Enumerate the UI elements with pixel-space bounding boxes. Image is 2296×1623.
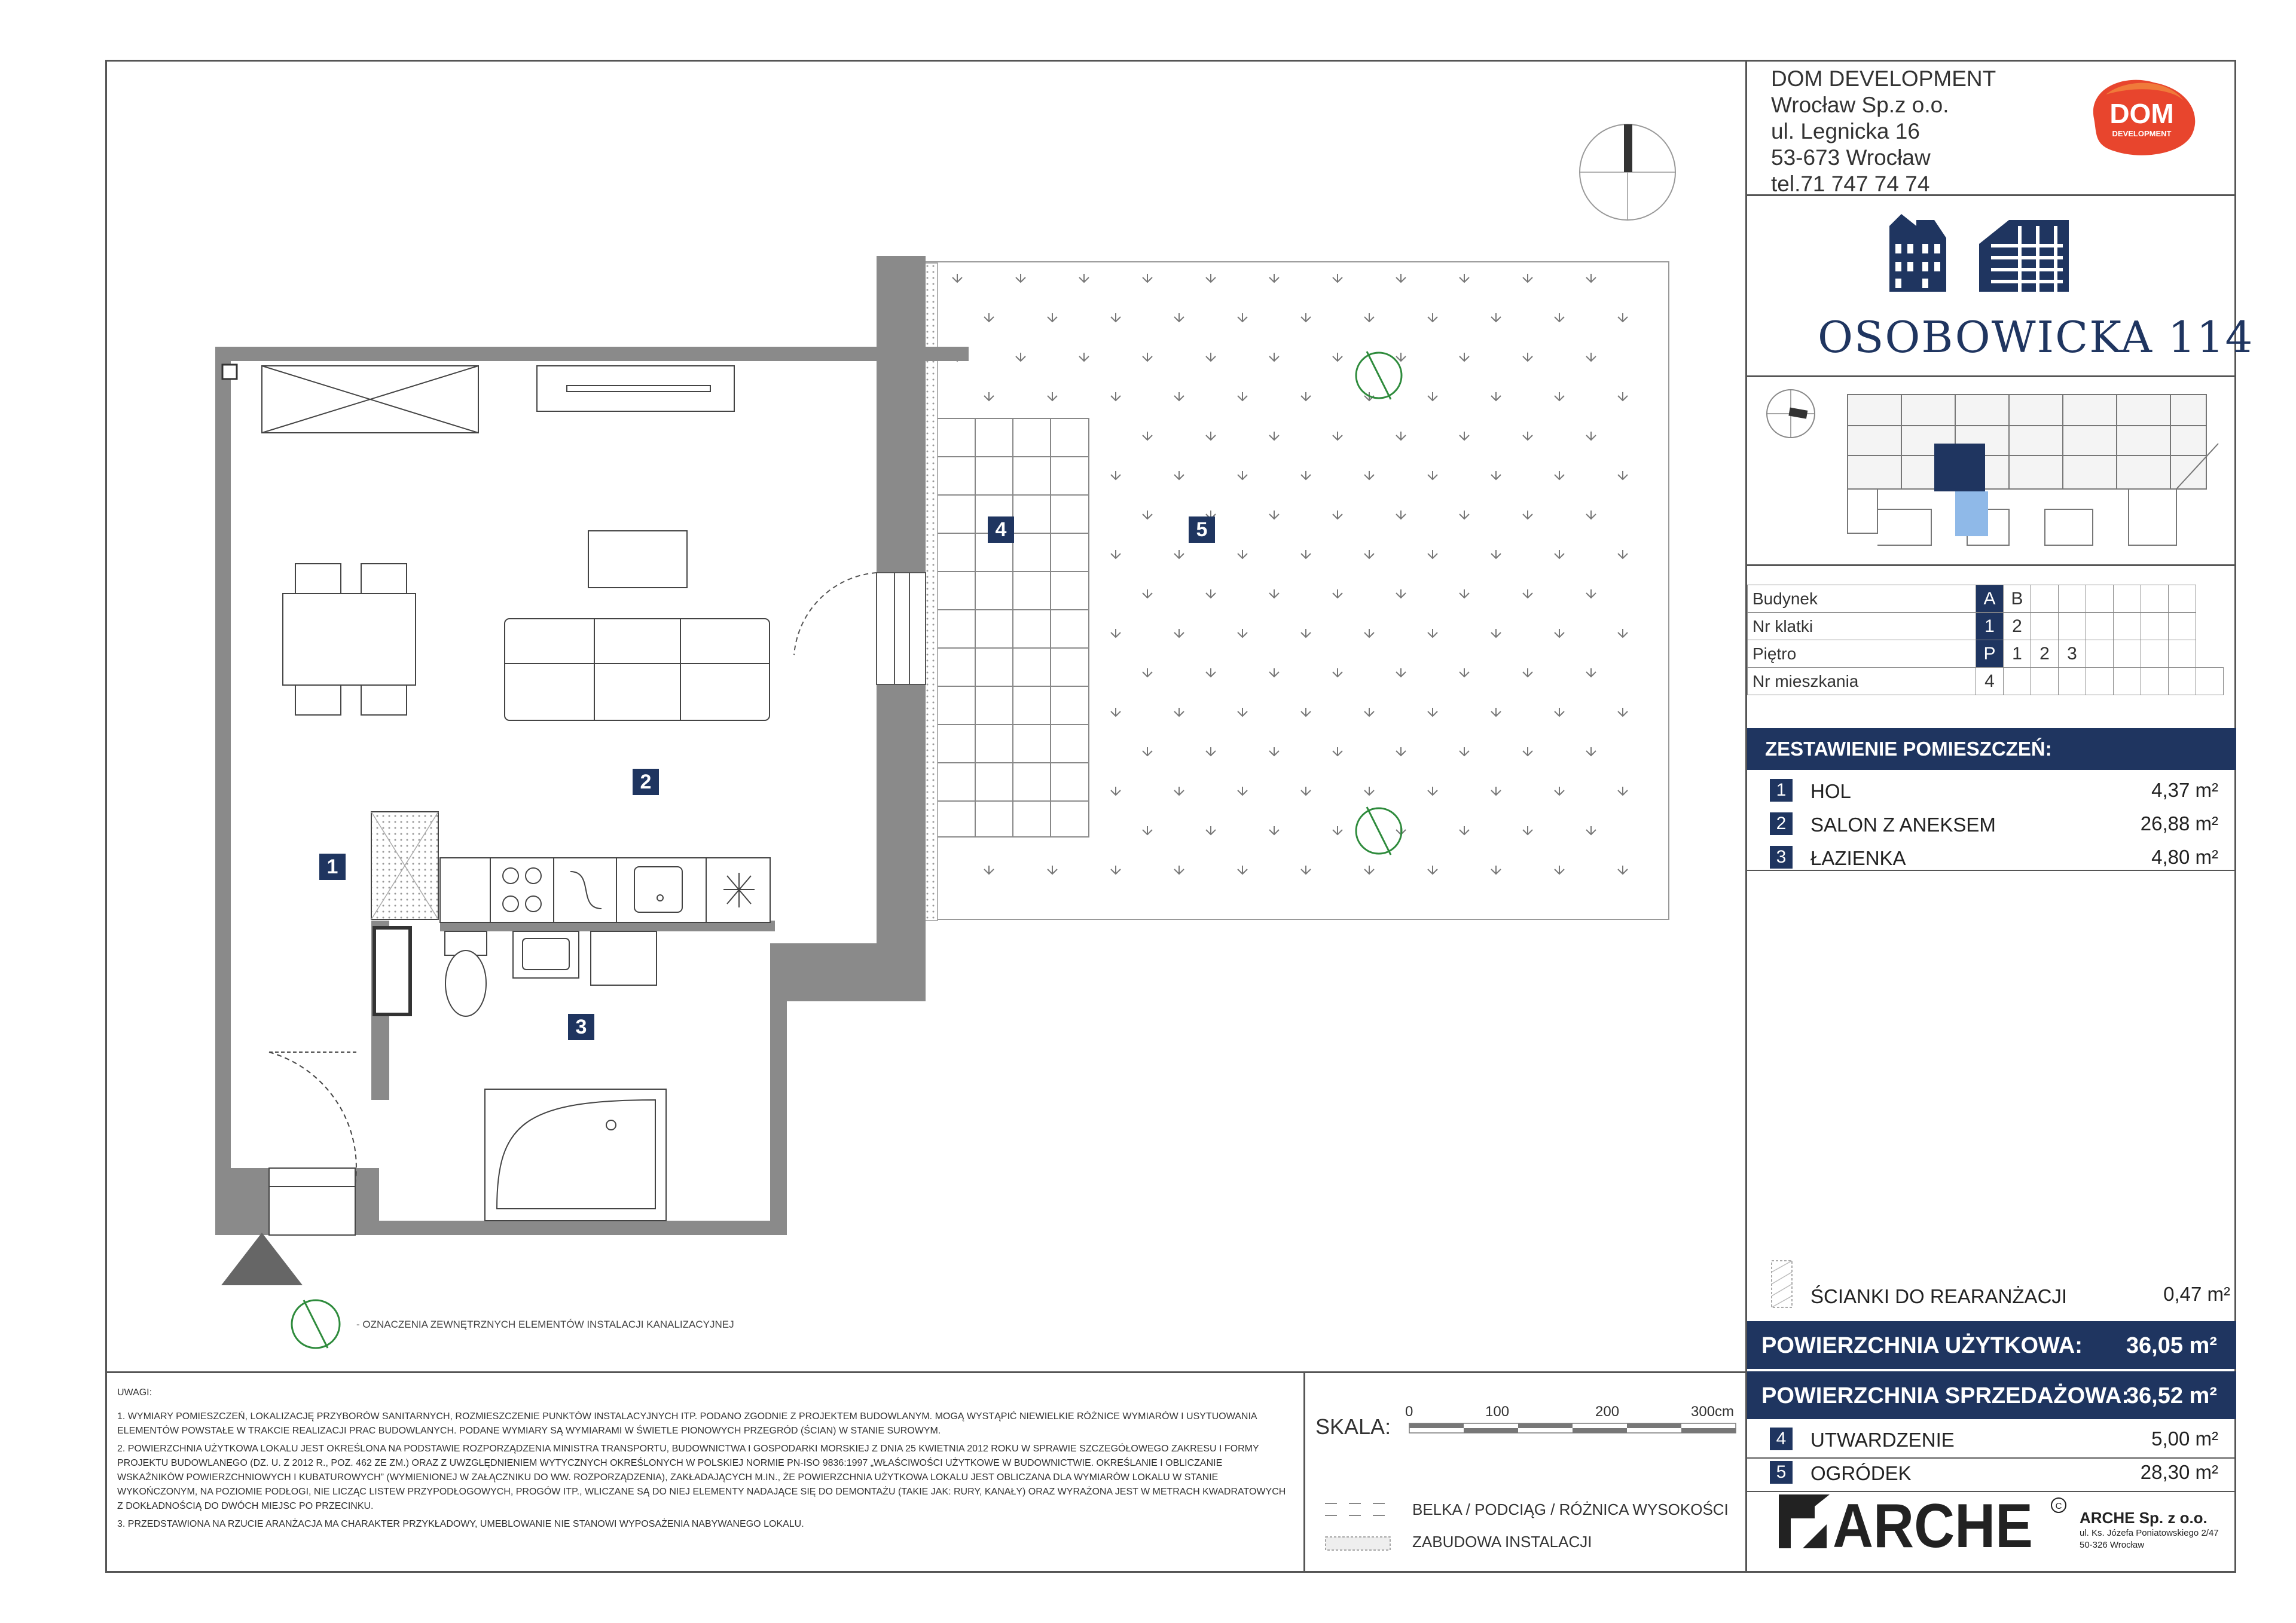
note-item: 2. POWIERZCHNIA UŻYTKOWA LOKALU JEST OKREŚLONA NA PODSTAWIE ROZPORZĄDZENIA MINISTRA TRANSPORTU, BUDOWNICTWA I GOSPODARKI MORSKIEJ Z DNIA 25 KWIETNIA 2012 ROKU W SPRAWIE SZCZEGÓŁOWEGO ZAKRESU I FORMY PROJEKTU BUDOWLANEGO (DZ. U. Z 2012 R., POZ. 462 ZE ZM.) ORAZ Z UWZGLĘDNIENIEM WYTYCZNYCH OKREŚLONYCH W POLSKIEJ NORMIE PN-ISO 9836:1997 „WŁAŚCIWOŚCI UŻYTKOWE W BUDOWNICTWIE. OKREŚLANIE I OBLICZANIE WSKAŹNIKÓW POWIERZCHNIOWYCH I KUBATUROWYCH” (WYMIENIONEJ W ZAŁĄCZNIKU DO WW. ROZPORZĄDZENIA), ZAKŁADAJĄCYCH M.IN., ŻE POWIERZCHNIA UŻYTKOWA LOKALU JEST OBLICZANA DLA WYMIARÓW LOKALU W STANIE WYKOŃCZONYM, NA POZIOMIE PODŁOGI, NIE LICZĄC LISTEW PRZYPODŁOGOWYCH, PROGÓW ITP., WLICZANE SĄ DO NIEJ ELEMENTY NADAJĄCE SIĘ DO DEMONTAŻU (TAKIE JAK: RURY, KANAŁY) ORAZ WYRAŻONA JEST W METRACH KWADRATOWYCH Z DOKŁADNOŚCIĄ DO DWÓCH MIEJSC PO PRZECINKU. (117, 1444, 1286, 1511)
info-cell-empty (2031, 585, 2059, 613)
info-row-building (1748, 585, 2224, 613)
beam-legend-label: BELKA / PODCIĄG / RÓŻNICA WYSOKOŚCI (1412, 1500, 1729, 1518)
scale-tick: 300cm (1691, 1404, 1735, 1420)
info-cell-empty (2086, 668, 2114, 695)
info-label: Nr klatki (1748, 613, 1976, 640)
key-plan-building (1848, 395, 2218, 545)
room-number: 3 (1770, 846, 1793, 869)
bathroom-fixtures (374, 928, 666, 1221)
info-cell-empty (2114, 640, 2141, 668)
plan-label-5: 5 (1189, 516, 1215, 543)
architect-name: ARCHE Sp. z o.o. (2080, 1509, 2208, 1527)
company-phone: tel.71 747 74 74 (1771, 172, 1930, 196)
info-cell-empty (2141, 640, 2169, 668)
sales-area-value: 36,52 m² (2126, 1383, 2217, 1408)
sidebar-sep-6 (1747, 1491, 2236, 1492)
info-cell-selected: 1 (1976, 613, 2004, 640)
info-cell-empty (2169, 585, 2196, 613)
room-name: SALON Z ANEKSEM (1810, 814, 1996, 836)
info-cell-empty (2031, 613, 2059, 640)
entrance-door (269, 1052, 356, 1235)
company-address (1771, 66, 1996, 197)
notes-title: UWAGI: (117, 1387, 152, 1398)
architect-street: ul. Ks. Józefa Poniatowskiego 2/47 (2080, 1528, 2219, 1538)
scale-tick: 200 (1595, 1404, 1620, 1420)
note-item: 3. PRZEDSTAWIONA NA RZUCIE ARANŻACJA MA CHARAKTER PRZYKŁADOWY, UMEBLOWANIE NIE STANOWI WYPOSAŻENIA NABYWANEGO LOKALU. (117, 1519, 804, 1529)
info-row-stairwell (1748, 613, 2224, 640)
info-cell-empty (2004, 668, 2031, 695)
outdoor-number: 4 (1770, 1428, 1793, 1450)
info-cell-empty (2086, 613, 2114, 640)
info-cell-empty (2086, 585, 2114, 613)
key-plan (1758, 384, 2230, 557)
terrace-paving (915, 418, 1089, 837)
key-plan-selected-unit (1934, 444, 1985, 491)
key-plan-compass-icon (1767, 390, 1815, 438)
living-cabinets (262, 366, 734, 433)
room-area: 4,80 m² (2151, 846, 2218, 868)
company-street: ul. Legnicka 16 (1771, 119, 1920, 143)
north-arrow-icon (1580, 124, 1675, 220)
partition-label: ŚCIANKI DO REARANŻACJI (1810, 1285, 2068, 1307)
outdoor-row-4 (1747, 1422, 2236, 1455)
dom-logo-main: DOM (2109, 98, 2174, 129)
installation-legend-icon (1325, 1536, 1391, 1551)
info-cell-empty (2141, 585, 2169, 613)
entrance-arrow-icon (221, 1233, 303, 1285)
balcony-door (794, 573, 926, 684)
scale-tick: 0 (1405, 1404, 1413, 1420)
plan-label-1: 1 (319, 854, 346, 880)
room-name: HOL (1810, 780, 1851, 802)
scale-bar (1409, 1423, 1736, 1435)
sofa (505, 531, 770, 720)
apartment-info-table (1747, 585, 2224, 695)
room-row-3 (1747, 840, 2236, 873)
info-row-floor (1748, 640, 2224, 668)
room-number: 2 (1770, 812, 1793, 835)
info-cell-empty (2086, 640, 2114, 668)
architect-city: 50-326 Wrocław (2080, 1540, 2145, 1550)
info-cell: 2 (2031, 640, 2059, 668)
room-area: 26,88 m² (2140, 812, 2218, 835)
bottom-divider (105, 1371, 1747, 1373)
scale-label: SKALA: (1315, 1414, 1391, 1439)
outdoor-area: 5,00 m² (2151, 1428, 2218, 1450)
note-item: 1. WYMIARY POMIESZCZEŃ, LOKALIZACJĘ PRZYBORÓW SANITARNYCH, ROZMIESZCZENIE PUNKTÓW INSTALACYJNYCH ITP. PODANO ZGODNIE Z PROJEKTEM BUDOWLANYM. MOGĄ WYSTĄPIĆ NIEWIELKIE RÓŻNICE WYMIARÓW I USYTUOWANIA ELEMENTÓW POWSTAŁE W TRAKCIE REALIZACJI PRAC BUDOWLANYCH. PODANE WYMIARY SĄ WYMIARAMI W ŚWIETLE PIONOWYCH PRZEGRÓD (ŚCIAN) W STANIE SUROWYM. (117, 1411, 1257, 1436)
info-cell: B (2004, 585, 2031, 613)
installation-legend-label: ZABUDOWA INSTALACJI (1412, 1533, 1592, 1551)
info-cell-empty (2059, 668, 2086, 695)
project-buildings-icon (1889, 208, 2069, 295)
plan-label-2: 2 (633, 769, 659, 795)
info-cell-empty (2114, 668, 2141, 695)
info-cell: 4 (1976, 668, 2004, 695)
room-row-2 (1747, 806, 2236, 840)
info-cell-empty (2059, 613, 2086, 640)
beam-legend-icon (1325, 1500, 1391, 1518)
info-cell-empty (2114, 585, 2141, 613)
usable-area-label: POWIERZCHNIA UŻYTKOWA: (1761, 1333, 2083, 1358)
outdoor-name: OGRÓDEK (1810, 1462, 1912, 1484)
info-label: Piętro (1748, 640, 1976, 668)
dom-development-logo (2082, 77, 2202, 158)
room-name: ŁAZIENKA (1810, 847, 1906, 869)
company-name: DOM DEVELOPMENT (1771, 66, 1996, 91)
floor-plan (105, 60, 1744, 1369)
plan-label-3: 3 (568, 1014, 594, 1040)
notes-divider (1303, 1371, 1305, 1573)
project-title: OSOBOWICKA 114 (1818, 312, 2254, 362)
info-cell: 2 (2004, 613, 2031, 640)
dining-table (283, 564, 416, 715)
svg-text:C: C (2055, 1501, 2062, 1511)
kitchen-counter (440, 858, 770, 922)
info-row-apartment (1748, 668, 2224, 695)
outdoor-row-5 (1747, 1455, 2236, 1488)
key-plan-selected-garden (1955, 491, 1988, 536)
info-cell: 1 (2004, 640, 2031, 668)
plan-label-4: 4 (988, 516, 1014, 543)
info-cell-empty (2141, 668, 2169, 695)
info-cell-empty (2169, 668, 2196, 695)
dom-logo-sub: DEVELOPMENT (2112, 129, 2172, 138)
usable-area-band (1747, 1321, 2236, 1369)
info-cell-empty (2114, 613, 2141, 640)
info-cell-empty (2141, 613, 2169, 640)
info-cell-empty (2169, 640, 2196, 668)
arche-logo-text: ARCHE (1833, 1494, 2033, 1554)
notes-section (117, 1386, 1289, 1535)
partition-area: 0,47 m² (2163, 1283, 2230, 1305)
sidebar-sep-3 (1747, 564, 2236, 566)
sewer-symbol-icon (292, 1300, 340, 1348)
room-area: 4,37 m² (2151, 779, 2218, 801)
installation-shaft (371, 812, 438, 919)
outdoor-area: 28,30 m² (2140, 1461, 2218, 1483)
info-cell-selected: P (1976, 640, 2004, 668)
arche-logo (1779, 1494, 2078, 1554)
scale-tick: 100 (1485, 1404, 1510, 1420)
info-label: Budynek (1748, 585, 1976, 613)
company-entity: Wrocław Sp.z o.o. (1771, 93, 1949, 117)
usable-area-value: 36,05 m² (2126, 1333, 2217, 1358)
company-city: 53-673 Wrocław (1771, 145, 1931, 170)
sewer-legend-text: - OZNACZENIA ZEWNĘTRZNYCH ELEMENTÓW INSTALACJI KANALIZACYJNEJ (356, 1319, 734, 1330)
sidebar-sep-2 (1747, 375, 2236, 377)
rooms-header: ZESTAWIENIE POMIESZCZEŃ: (1747, 728, 2236, 770)
info-cell-empty (2059, 585, 2086, 613)
partition-hatch-icon (1771, 1260, 1793, 1308)
sales-area-band (1747, 1371, 2236, 1419)
outdoor-name: UTWARDZENIE (1810, 1429, 1955, 1451)
outdoor-number: 5 (1770, 1461, 1793, 1484)
info-cell-empty (2031, 668, 2059, 695)
info-label: Nr mieszkania (1748, 668, 1976, 695)
room-row-1 (1747, 773, 2236, 806)
info-cell-selected: A (1976, 585, 2004, 613)
sales-area-label: POWIERZCHNIA SPRZEDAŻOWA: (1761, 1383, 2130, 1408)
info-cell-empty (2169, 613, 2196, 640)
info-cell-empty (2196, 668, 2224, 695)
room-number: 1 (1770, 779, 1793, 802)
info-cell: 3 (2059, 640, 2086, 668)
